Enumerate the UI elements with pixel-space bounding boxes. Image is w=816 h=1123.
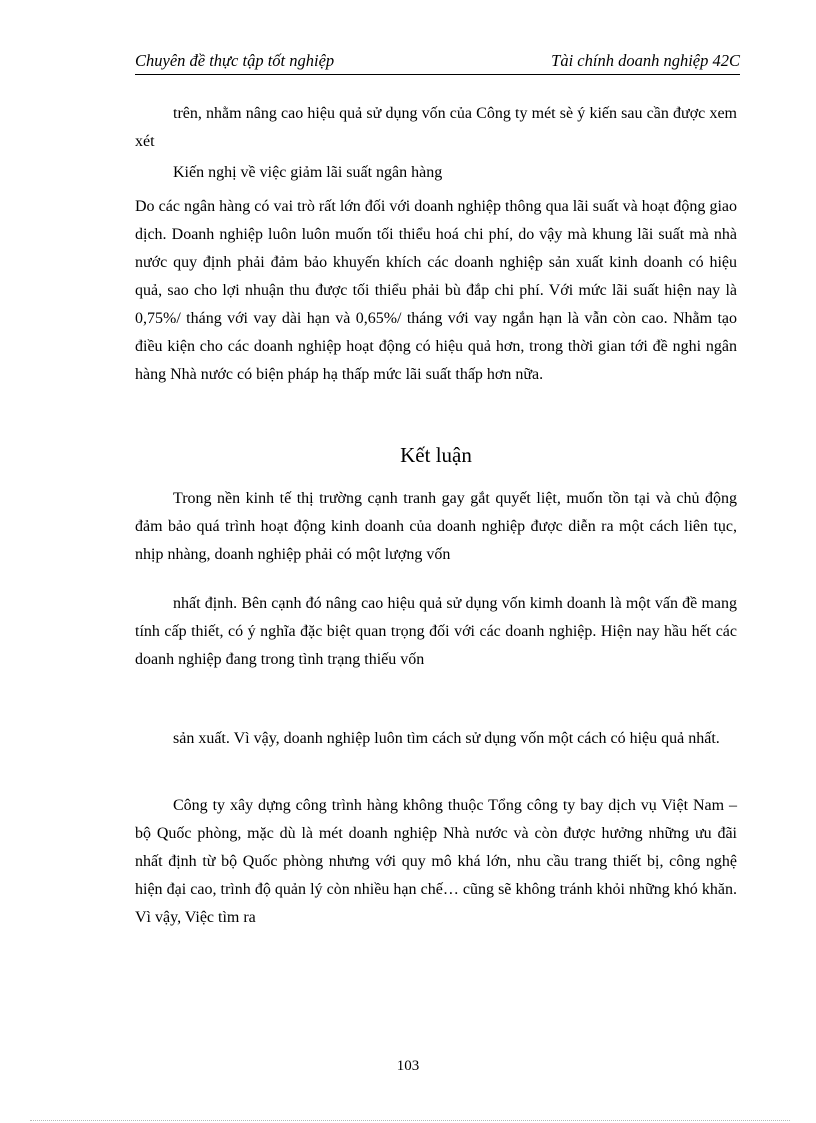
page-bottom-divider	[30, 1120, 790, 1121]
page-header	[135, 48, 740, 75]
paragraph-company: Công ty xây dựng công trình hàng không thuộc Tổng công ty bay dịch vụ Việt Nam – bộ Quốc phòng, mặc dù là mét doanh nghiệp Nhà nước và còn được hưởng những ưu đãi nhất định từ bộ Quốc phòng nhưng với quy mô khá lớn, nhu cầu trang thiết bị, công nghệ hiện đại cao, trình độ quản lý còn nhiều hạn chế… cũng sẽ không tránh khỏi những khó khăn. Vì vậy, Việc tìm ra	[135, 797, 737, 926]
paragraph-interest-rate: Do các ngân hàng có vai trò rất lớn đối với doanh nghiệp thông qua lãi suất và hoạt động giao dịch. Doanh nghiệp luôn luôn muốn tối thiểu hoá chi phí, do vậy mà khung lãi suất mà nhà nước quy định phải đảm bảo khuyến khích các doanh nghiệp sản xuất kinh doanh có hiệu quả, sao cho lợi nhuận thu được tối thiểu phải bù đắp chi phí. Với mức lãi suất hiện nay là 0,75%/ tháng với vay dài hạn và 0,65%/ tháng với vay ngắn hạn là vẫn còn cao. Nhằm tạo điều kiện cho các doanh nghiệp hoạt động có hiệu quả hơn, trong thời gian tới đề nghi ngân hàng Nhà nước có biện pháp hạ thấp mức lãi suất thấp hơn nữa.	[135, 198, 737, 383]
paragraph-recommendation-title: Kiến nghị về việc giảm lãi suất ngân hàng	[173, 164, 443, 181]
section-heading-conclusion: Kết luận	[400, 443, 472, 467]
paragraph-conclusion-3: sản xuất. Vì vậy, doanh nghiệp luôn tìm cách sử dụng vốn một cách có hiệu quả nhất.	[173, 730, 720, 747]
page-number: 103	[396, 1058, 420, 1074]
header-document-title: Chuyên đề thực tập tốt nghiệp	[135, 51, 335, 70]
header-course-title: Tài chính doanh nghiệp 42C	[551, 51, 740, 70]
paragraph-intro: trên, nhằm nâng cao hiệu quả sử dụng vốn của Công ty mét sè ý kiến sau cần được xem xét	[135, 105, 737, 150]
paragraph-conclusion-1: Trong nền kinh tế thị trường cạnh tranh gay gắt quyết liệt, muốn tồn tại và chủ động đảm bảo quá trình hoạt động kinh doanh của doanh nghiệp được diễn ra một cách liên tục, nhịp nhàng, doanh nghiệp phải có một lượng vốn	[135, 490, 737, 563]
paragraph-conclusion-2: nhất định. Bên cạnh đó nâng cao hiệu quả sử dụng vốn kimh doanh là một vấn đề mang tính cấp thiết, có ý nghĩa đặc biệt quan trọng đối với các doanh nghiệp. Hiện nay hầu hết các doanh nghiệp đang trong tình trạng thiếu vốn	[135, 595, 737, 668]
